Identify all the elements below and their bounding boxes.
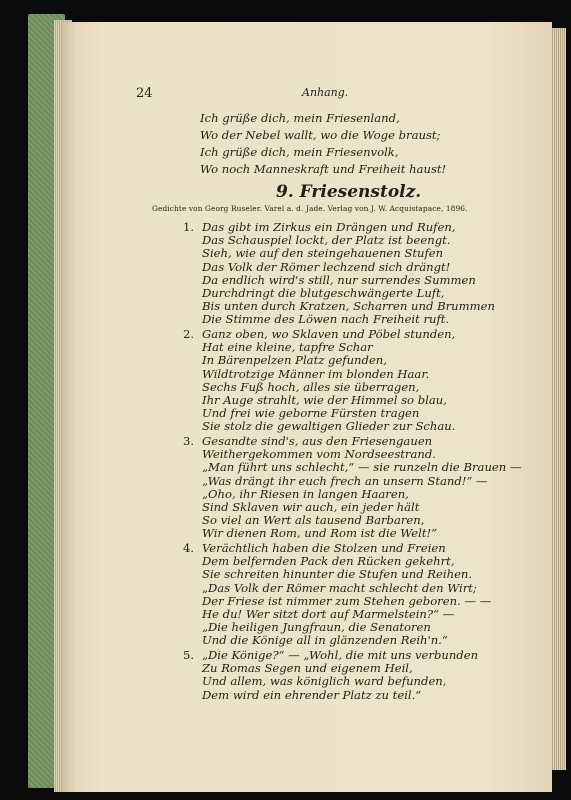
verse-line: „Das Volk der Römer macht schlecht den Wirt; — [202, 580, 477, 595]
verse-line: Sie schreiten hinunter die Stufen und Reihen. — [202, 567, 473, 582]
verse-line: Verächtlich haben die Stolzen und Freien — [202, 541, 446, 555]
verse-line: In Bärenpelzen Platz gefunden, — [202, 353, 387, 368]
verse-line: „Man führt uns schlecht,“ — sie runzeln die Brauen — — [202, 460, 522, 475]
intro-line: Ich grüße dich, mein Friesenvolk, — [200, 145, 399, 159]
verse-line: Das Volk der Römer lechzend sich drängt! — [202, 259, 451, 274]
verse-line: „Die Könige?“ — „Wohl, die mit uns verbunden — [202, 648, 479, 662]
verse-line: Der Friese ist nimmer zum Stehen geboren. — — — [202, 593, 492, 608]
stanza-number: 1. — [183, 220, 195, 234]
intro-line: Ich grüße dich, mein Friesenland, — [200, 111, 400, 125]
page-number: 24 — [136, 86, 153, 101]
verse-line: Ihr Auge strahlt, wie der Himmel so blau, — [202, 393, 447, 407]
poem-credit: Gedichte von Georg Ruseler. Varel a. d. Jade. Verlag von J. W. Acquistapace, 1896. — [152, 204, 468, 213]
verse-line: Dem belfernden Pack den Rücken gekehrt, — [202, 554, 455, 569]
verse-line: So viel an Wert als tausend Barbaren, — [202, 513, 425, 528]
verse-line: Sechs Fuß hoch, alles sie überragen, — [202, 379, 420, 394]
verse-line: Weithergekommen vom Nordseestrand. — [202, 447, 436, 462]
verse-line: Dem wird ein ehrender Platz zu teil.“ — [202, 687, 422, 702]
verse-line: „Oho, ihr Riesen in langen Haaren, — [202, 486, 409, 501]
intro-line: Wo noch Manneskraft und Freiheit haust! — [200, 162, 447, 176]
verse-line: Sind Sklaven wir auch, ein jeder hält — [202, 500, 420, 514]
running-head: Anhang. — [302, 86, 349, 99]
verse-line: Durchdringt die blutgeschwängerte Luft, — [202, 286, 445, 300]
stanza-number: 5. — [183, 648, 195, 662]
verse-line: Da endlich wird's still, nur surrendes Summen — [202, 272, 476, 287]
verse-line: Wildtrotzige Männer im blonden Haar. — [202, 366, 430, 381]
stanza-number: 3. — [183, 434, 195, 448]
verse-line: Ganz oben, wo Sklaven und Pöbel stunden, — [202, 327, 456, 341]
verse-line: „Die heiligen Jungfraun, die Senatoren — [202, 620, 431, 635]
verse-line: Und frei wie geborne Fürsten tragen — [202, 406, 420, 421]
verse-line: Sie stolz die gewaltigen Glieder zur Schau. — [202, 419, 456, 434]
verse-line: Und die Könige all in glänzenden Reih'n.“ — [202, 633, 448, 648]
verse-line: He du! Wer sitzt dort auf Marmelstein?“ — — [202, 607, 455, 621]
verse-line: Und allem, was königlich ward befunden, — [202, 674, 447, 689]
verse-line: Sieh, wie auf den steingehauenen Stufen — [202, 246, 444, 261]
verse-line: Wir dienen Rom, und Rom ist die Welt!“ — [202, 526, 438, 541]
verse-line: Zu Romas Segen und eigenem Heil, — [202, 661, 413, 676]
verse-line: Die Stimme des Löwen nach Freiheit ruft. — [202, 312, 450, 327]
page-edges-right — [552, 28, 566, 770]
intro-line: Wo der Nebel wallt, wo die Woge braust; — [200, 128, 441, 142]
verse-line: „Was drängt ihr euch frech an unsern Stand!“ — — [202, 473, 488, 488]
verse-line: Bis unten durch Kratzen, Scharren und Brummen — [202, 299, 495, 314]
stanza-number: 2. — [183, 327, 195, 341]
verse-line: Gesandte sind's, aus den Friesengauen — [202, 434, 433, 448]
verse-line: Das Schauspiel lockt, der Platz ist beengt. — [202, 233, 451, 248]
verse-line: Das gibt im Zirkus ein Drängen und Rufen, — [202, 220, 456, 234]
poem-title: 9. Friesenstolz. — [276, 182, 422, 202]
verse-line: Hat eine kleine, tapfre Schar — [202, 340, 373, 355]
stanza-number: 4. — [183, 541, 195, 555]
